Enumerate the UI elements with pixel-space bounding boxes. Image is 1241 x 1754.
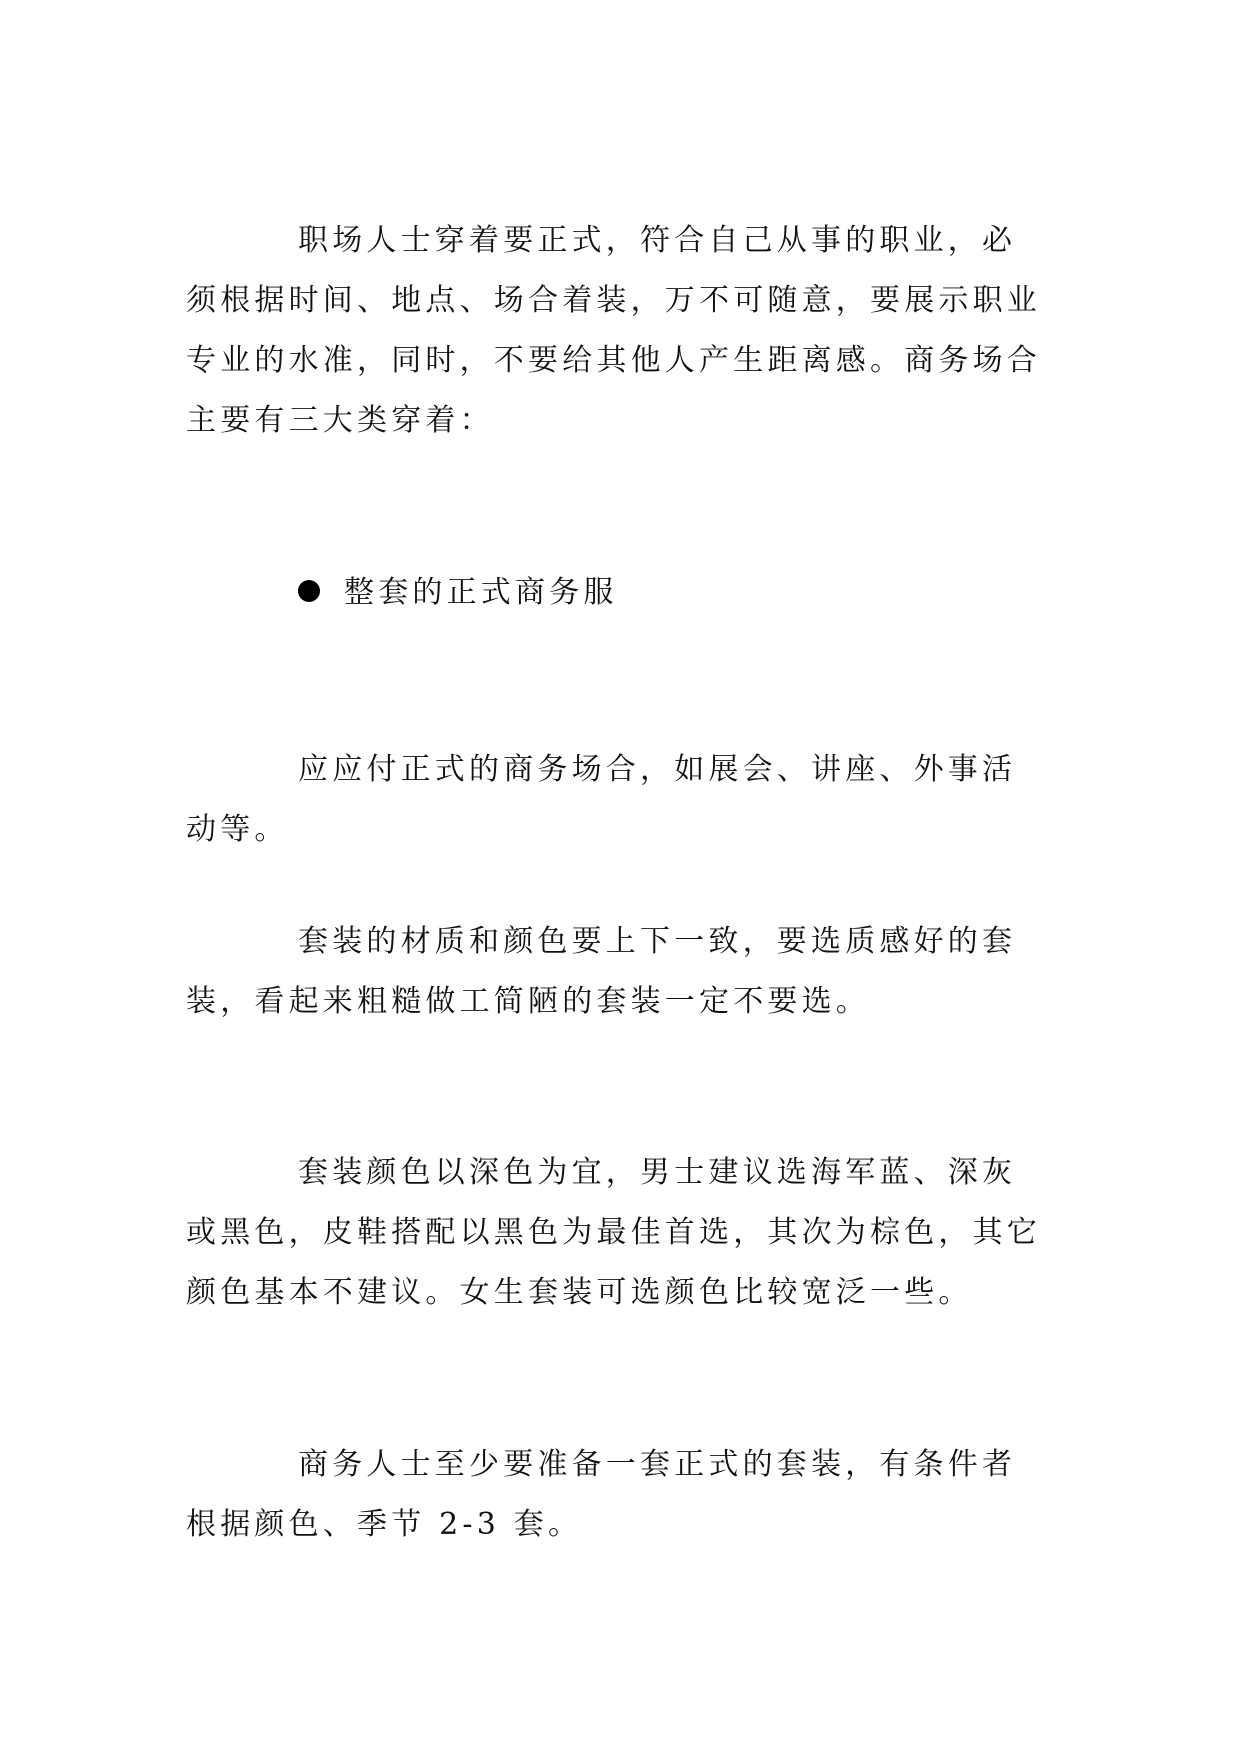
bullet-heading-line bbox=[186, 563, 1160, 623]
bullet-heading-text: 整套的正式商务服 bbox=[344, 575, 618, 610]
quantity-paragraph: 商务人士至少要准备一套正式的套装，有条件者根据颜色、季节 2-3 套。 bbox=[186, 1447, 1017, 1542]
material-paragraph: 套装的材质和颜色要上下一致，要选质感好的套装，看起来粗糙做工简陋的套装一定不要选。 bbox=[186, 924, 1017, 1019]
occasion-paragraph: 应应付正式的商务场合，如展会、讲座、外事活动等。 bbox=[186, 752, 1017, 847]
intro-paragraph: 职场人士穿着要正式，符合自己从事的职业，必须根据时间、地点、场合着装，万不可随意，要展示职业专业的水准，同时，不要给其他人产生距离感。商务场合主要有三大类穿着： bbox=[186, 223, 1041, 438]
color-paragraph: 套装颜色以深色为宜，男士建议选海军蓝、深灰或黑色，皮鞋搭配以黑色为最佳首选，其次为棕色，其它颜色基本不建议。女生套装可选颜色比较宽泛一些。 bbox=[186, 1155, 1041, 1310]
filled-circle-bullet-icon bbox=[298, 580, 320, 602]
